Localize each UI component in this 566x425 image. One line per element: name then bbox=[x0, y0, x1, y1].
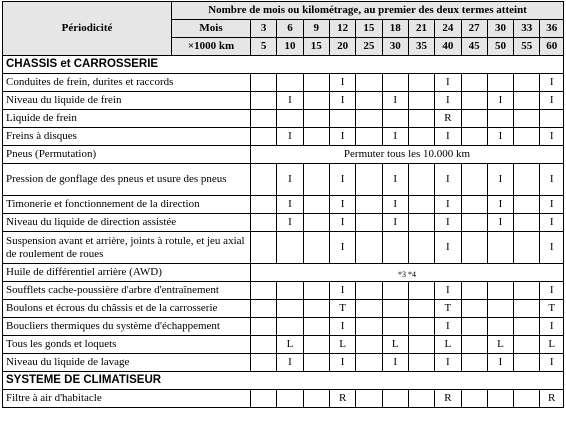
item-label: Pneus (Permutation) bbox=[3, 146, 251, 164]
interval-cell bbox=[408, 128, 434, 146]
interval-cell bbox=[408, 164, 434, 196]
table-row bbox=[3, 354, 564, 372]
km-value: 30 bbox=[382, 38, 408, 56]
section-title: SYSTEME DE CLIMATISEUR bbox=[3, 372, 564, 390]
interval-cell: I bbox=[277, 164, 303, 196]
interval-cell: I bbox=[540, 214, 564, 232]
interval-cell bbox=[356, 196, 382, 214]
interval-cell bbox=[514, 282, 540, 300]
interval-cell: L bbox=[435, 336, 461, 354]
month-value: 36 bbox=[540, 20, 564, 38]
interval-cell: L bbox=[277, 336, 303, 354]
interval-cell bbox=[382, 318, 408, 336]
item-label: Freins à disques bbox=[3, 128, 251, 146]
interval-cell: I bbox=[435, 196, 461, 214]
interval-cell bbox=[277, 300, 303, 318]
interval-cell: I bbox=[277, 354, 303, 372]
interval-cell: I bbox=[435, 164, 461, 196]
table-row bbox=[3, 318, 564, 336]
interval-cell: I bbox=[487, 214, 513, 232]
interval-cell bbox=[408, 354, 434, 372]
interval-cell bbox=[408, 196, 434, 214]
month-value: 33 bbox=[514, 20, 540, 38]
km-value: 20 bbox=[329, 38, 355, 56]
table-row bbox=[3, 390, 564, 408]
interval-cell bbox=[251, 354, 277, 372]
interval-cell bbox=[514, 336, 540, 354]
item-label: Niveau du liquide de frein bbox=[3, 92, 251, 110]
interval-cell: I bbox=[277, 214, 303, 232]
interval-cell: I bbox=[277, 196, 303, 214]
interval-cell bbox=[303, 110, 329, 128]
km-value: 55 bbox=[514, 38, 540, 56]
interval-cell bbox=[277, 110, 303, 128]
table-row bbox=[3, 336, 564, 354]
interval-cell bbox=[408, 300, 434, 318]
interval-title: Nombre de mois ou kilométrage, au premier des deux termes atteint bbox=[172, 2, 564, 20]
interval-cell: I bbox=[435, 232, 461, 264]
periodicity-header: Périodicité bbox=[3, 2, 172, 56]
interval-cell: I bbox=[540, 354, 564, 372]
footnote-reference: *3 *4 bbox=[251, 264, 564, 282]
interval-cell bbox=[303, 282, 329, 300]
interval-cell: T bbox=[540, 300, 564, 318]
interval-cell bbox=[356, 164, 382, 196]
interval-cell bbox=[251, 128, 277, 146]
section-title: CHASSIS et CARROSSERIE bbox=[3, 56, 564, 74]
interval-cell bbox=[408, 282, 434, 300]
interval-cell bbox=[277, 282, 303, 300]
interval-cell: I bbox=[329, 282, 355, 300]
interval-cell bbox=[487, 110, 513, 128]
interval-cell bbox=[408, 318, 434, 336]
interval-cell bbox=[303, 232, 329, 264]
interval-cell: I bbox=[329, 74, 355, 92]
interval-cell bbox=[461, 128, 487, 146]
table-row bbox=[3, 300, 564, 318]
km-label: ×1000 km bbox=[172, 38, 251, 56]
interval-cell: I bbox=[382, 214, 408, 232]
interval-cell: I bbox=[382, 196, 408, 214]
interval-cell bbox=[461, 300, 487, 318]
interval-cell bbox=[277, 318, 303, 336]
interval-cell bbox=[540, 110, 564, 128]
interval-cell bbox=[514, 390, 540, 408]
interval-cell: I bbox=[540, 318, 564, 336]
section-row bbox=[3, 372, 564, 390]
interval-cell bbox=[303, 354, 329, 372]
item-label: Pression de gonflage des pneus et usure des pneus bbox=[3, 164, 251, 196]
header-row-title bbox=[3, 2, 564, 20]
interval-cell: I bbox=[540, 92, 564, 110]
interval-cell bbox=[514, 318, 540, 336]
interval-cell bbox=[356, 214, 382, 232]
interval-cell bbox=[356, 74, 382, 92]
table-row bbox=[3, 146, 564, 164]
interval-cell bbox=[408, 336, 434, 354]
table-row bbox=[3, 128, 564, 146]
interval-cell bbox=[356, 282, 382, 300]
interval-cell bbox=[303, 128, 329, 146]
interval-cell bbox=[251, 214, 277, 232]
interval-cell bbox=[251, 110, 277, 128]
table-row bbox=[3, 232, 564, 264]
item-label: Niveau du liquide de direction assistée bbox=[3, 214, 251, 232]
table-row bbox=[3, 164, 564, 196]
month-value: 12 bbox=[329, 20, 355, 38]
item-label: Boulons et écrous du châssis et de la carrosserie bbox=[3, 300, 251, 318]
interval-cell: T bbox=[329, 300, 355, 318]
month-value: 15 bbox=[356, 20, 382, 38]
interval-cell: I bbox=[487, 128, 513, 146]
interval-cell bbox=[382, 110, 408, 128]
interval-cell bbox=[514, 128, 540, 146]
item-label: Timonerie et fonctionnement de la direction bbox=[3, 196, 251, 214]
interval-cell bbox=[303, 336, 329, 354]
item-label: Conduites de frein, durites et raccords bbox=[3, 74, 251, 92]
interval-cell: I bbox=[487, 196, 513, 214]
interval-cell bbox=[461, 318, 487, 336]
interval-cell bbox=[514, 196, 540, 214]
table-row bbox=[3, 110, 564, 128]
item-label: Filtre à air d'habitacle bbox=[3, 390, 251, 408]
table-row bbox=[3, 264, 564, 282]
interval-cell bbox=[514, 164, 540, 196]
interval-cell: T bbox=[435, 300, 461, 318]
interval-cell bbox=[382, 232, 408, 264]
interval-cell bbox=[277, 232, 303, 264]
interval-cell bbox=[356, 318, 382, 336]
km-value: 25 bbox=[356, 38, 382, 56]
month-value: 27 bbox=[461, 20, 487, 38]
interval-cell bbox=[408, 92, 434, 110]
interval-cell: I bbox=[329, 214, 355, 232]
interval-cell bbox=[514, 232, 540, 264]
interval-cell bbox=[356, 390, 382, 408]
interval-cell bbox=[303, 300, 329, 318]
interval-cell: I bbox=[435, 128, 461, 146]
interval-cell: I bbox=[540, 128, 564, 146]
month-value: 9 bbox=[303, 20, 329, 38]
interval-cell bbox=[461, 196, 487, 214]
interval-cell: I bbox=[329, 128, 355, 146]
interval-cell bbox=[408, 390, 434, 408]
interval-cell: I bbox=[540, 232, 564, 264]
interval-cell bbox=[408, 232, 434, 264]
interval-cell bbox=[356, 300, 382, 318]
interval-cell: I bbox=[540, 196, 564, 214]
interval-cell bbox=[356, 110, 382, 128]
km-value: 50 bbox=[487, 38, 513, 56]
interval-cell: I bbox=[540, 282, 564, 300]
interval-cell: L bbox=[329, 336, 355, 354]
table-body bbox=[3, 56, 564, 408]
interval-cell: I bbox=[329, 354, 355, 372]
interval-cell bbox=[514, 74, 540, 92]
interval-cell bbox=[408, 214, 434, 232]
interval-cell: I bbox=[435, 318, 461, 336]
item-label: Huile de différentiel arrière (AWD) bbox=[3, 264, 251, 282]
interval-cell: I bbox=[435, 92, 461, 110]
month-value: 18 bbox=[382, 20, 408, 38]
interval-cell bbox=[461, 214, 487, 232]
interval-cell bbox=[461, 336, 487, 354]
month-value: 21 bbox=[408, 20, 434, 38]
interval-cell bbox=[514, 300, 540, 318]
interval-cell: I bbox=[435, 214, 461, 232]
interval-cell bbox=[356, 354, 382, 372]
month-value: 30 bbox=[487, 20, 513, 38]
interval-cell bbox=[251, 232, 277, 264]
interval-cell: R bbox=[329, 390, 355, 408]
interval-cell: I bbox=[540, 74, 564, 92]
month-value: 24 bbox=[435, 20, 461, 38]
interval-cell: I bbox=[382, 92, 408, 110]
month-value: 6 bbox=[277, 20, 303, 38]
interval-cell bbox=[487, 390, 513, 408]
km-value: 5 bbox=[251, 38, 277, 56]
interval-cell bbox=[251, 74, 277, 92]
interval-cell: I bbox=[277, 128, 303, 146]
interval-cell bbox=[461, 164, 487, 196]
km-value: 40 bbox=[435, 38, 461, 56]
interval-cell: I bbox=[329, 164, 355, 196]
item-label: Niveau du liquide de lavage bbox=[3, 354, 251, 372]
month-value: 3 bbox=[251, 20, 277, 38]
interval-cell bbox=[487, 282, 513, 300]
span-instruction: Permuter tous les 10.000 km bbox=[251, 146, 564, 164]
table-row bbox=[3, 92, 564, 110]
interval-cell: I bbox=[435, 282, 461, 300]
table-row bbox=[3, 74, 564, 92]
interval-cell bbox=[303, 318, 329, 336]
interval-cell bbox=[277, 74, 303, 92]
interval-cell bbox=[382, 390, 408, 408]
interval-cell: R bbox=[435, 110, 461, 128]
interval-cell bbox=[514, 214, 540, 232]
interval-cell: L bbox=[540, 336, 564, 354]
km-value: 35 bbox=[408, 38, 434, 56]
interval-cell bbox=[251, 318, 277, 336]
interval-cell bbox=[514, 92, 540, 110]
interval-cell bbox=[356, 128, 382, 146]
interval-cell: I bbox=[329, 318, 355, 336]
interval-cell bbox=[461, 110, 487, 128]
table-row bbox=[3, 214, 564, 232]
km-value: 60 bbox=[540, 38, 564, 56]
interval-cell bbox=[303, 196, 329, 214]
interval-cell: I bbox=[277, 92, 303, 110]
item-label: Soufflets cache-poussière d'arbre d'entraînement bbox=[3, 282, 251, 300]
interval-cell bbox=[461, 232, 487, 264]
table-row bbox=[3, 282, 564, 300]
interval-cell bbox=[487, 74, 513, 92]
interval-cell: I bbox=[329, 92, 355, 110]
interval-cell bbox=[303, 390, 329, 408]
interval-cell bbox=[408, 110, 434, 128]
interval-cell: I bbox=[487, 92, 513, 110]
interval-cell bbox=[408, 74, 434, 92]
interval-cell: I bbox=[487, 164, 513, 196]
interval-cell bbox=[303, 214, 329, 232]
interval-cell: I bbox=[382, 354, 408, 372]
table-row bbox=[3, 196, 564, 214]
interval-cell bbox=[461, 354, 487, 372]
interval-cell: I bbox=[329, 196, 355, 214]
interval-cell: I bbox=[435, 354, 461, 372]
interval-cell: L bbox=[382, 336, 408, 354]
months-label: Mois bbox=[172, 20, 251, 38]
interval-cell: I bbox=[435, 74, 461, 92]
interval-cell bbox=[461, 282, 487, 300]
interval-cell: I bbox=[540, 164, 564, 196]
interval-cell bbox=[382, 282, 408, 300]
interval-cell bbox=[382, 300, 408, 318]
interval-cell bbox=[487, 300, 513, 318]
maintenance-table bbox=[2, 1, 564, 408]
interval-cell bbox=[461, 92, 487, 110]
item-label: Liquide de frein bbox=[3, 110, 251, 128]
interval-cell bbox=[303, 74, 329, 92]
item-label: Tous les gonds et loquets bbox=[3, 336, 251, 354]
interval-cell bbox=[514, 110, 540, 128]
interval-cell bbox=[251, 92, 277, 110]
interval-cell bbox=[461, 390, 487, 408]
interval-cell bbox=[303, 92, 329, 110]
interval-cell bbox=[487, 232, 513, 264]
maintenance-schedule bbox=[2, 1, 564, 408]
interval-cell: I bbox=[487, 354, 513, 372]
interval-cell bbox=[251, 196, 277, 214]
interval-cell bbox=[382, 74, 408, 92]
km-value: 10 bbox=[277, 38, 303, 56]
interval-cell bbox=[303, 164, 329, 196]
interval-cell bbox=[251, 336, 277, 354]
interval-cell bbox=[277, 390, 303, 408]
interval-cell bbox=[251, 390, 277, 408]
section-row bbox=[3, 56, 564, 74]
km-value: 15 bbox=[303, 38, 329, 56]
interval-cell bbox=[251, 300, 277, 318]
item-label: Suspension avant et arrière, joints à rotule, et jeu axial de roulement de roues bbox=[3, 232, 251, 264]
interval-cell: L bbox=[487, 336, 513, 354]
interval-cell bbox=[356, 336, 382, 354]
interval-cell bbox=[356, 92, 382, 110]
interval-cell bbox=[514, 354, 540, 372]
interval-cell: R bbox=[435, 390, 461, 408]
interval-cell: R bbox=[540, 390, 564, 408]
interval-cell bbox=[461, 74, 487, 92]
item-label: Boucliers thermiques du système d'échappement bbox=[3, 318, 251, 336]
interval-cell bbox=[251, 164, 277, 196]
interval-cell: I bbox=[329, 232, 355, 264]
km-value: 45 bbox=[461, 38, 487, 56]
interval-cell: I bbox=[382, 128, 408, 146]
interval-cell bbox=[356, 232, 382, 264]
interval-cell: I bbox=[382, 164, 408, 196]
interval-cell bbox=[487, 318, 513, 336]
interval-cell bbox=[329, 110, 355, 128]
interval-cell bbox=[251, 282, 277, 300]
